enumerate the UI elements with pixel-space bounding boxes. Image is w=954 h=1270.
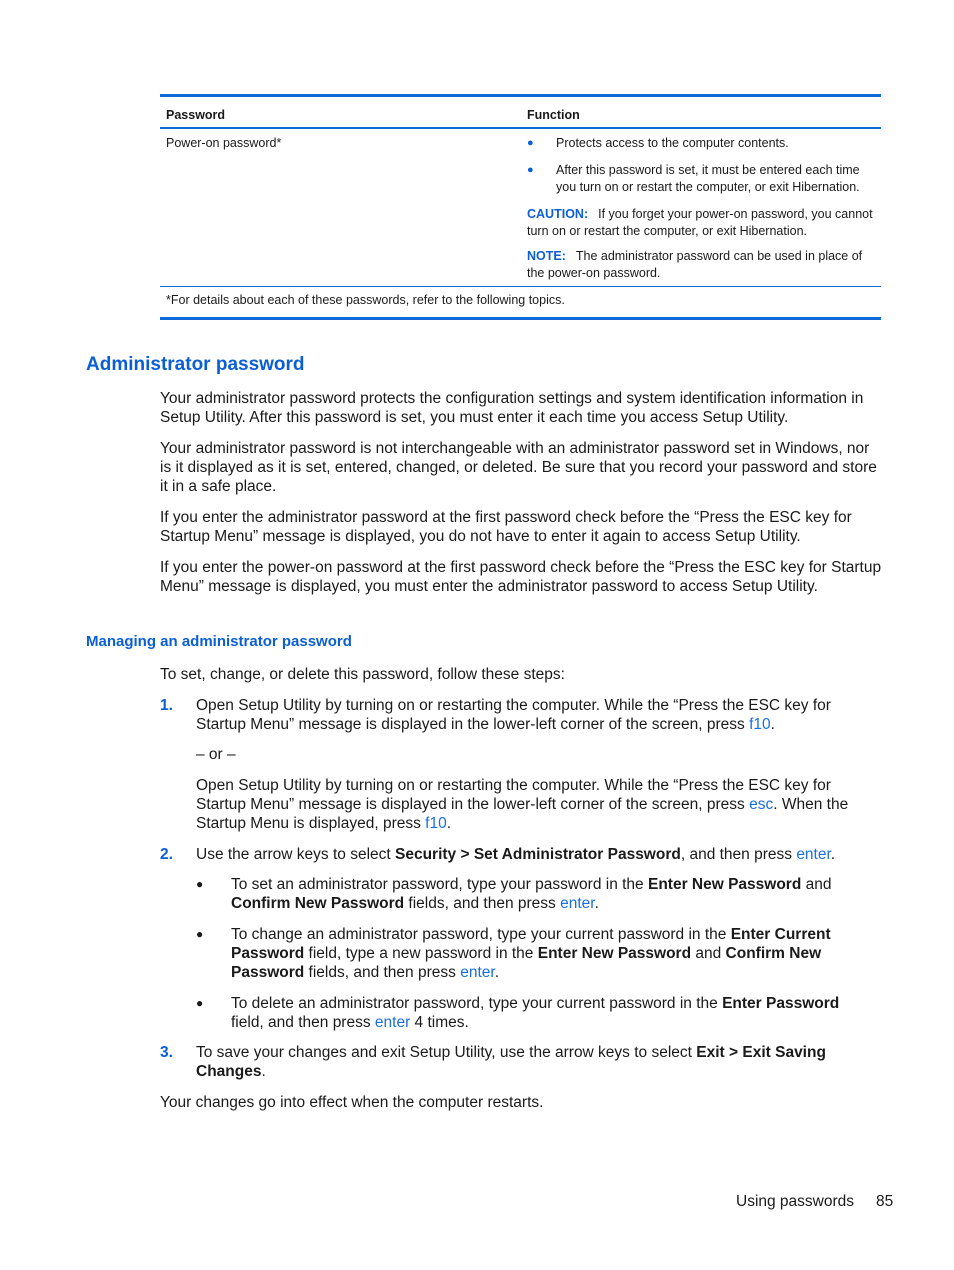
footer-label: Using passwords bbox=[736, 1193, 855, 1210]
step-3: 3. To save your changes and exit Setup Utility, use the arrow keys to select Exit > Exit Saving Changes. bbox=[160, 1044, 826, 1081]
note-label: NOTE: bbox=[527, 249, 566, 263]
table-footnote: *For details about each of these passwords, refer to the following topics. bbox=[166, 293, 565, 307]
bullet-dot-icon: ● bbox=[196, 877, 204, 891]
list-item: ● To set an administrator password, type your password in the Enter New Password and Confirm New Password fields, and then press enter. bbox=[196, 876, 832, 913]
step-2: 2. Use the arrow keys to select Security > Set Administrator Password, and then press enter. bbox=[160, 846, 836, 863]
table-header-row bbox=[160, 97, 881, 127]
function-bullet: ● After this password is set, it must be entered each time you turn on or restart the computer, or exit Hibernation. bbox=[527, 163, 860, 194]
key-enter: enter bbox=[374, 1014, 411, 1032]
list-item: ● To change an administrator password, type your current password in the Enter Current Password field, type a new password in the Enter New Password and Confirm New Password fields, and then press enter. bbox=[196, 926, 831, 982]
step-number: 1. bbox=[160, 697, 173, 714]
note-text: The administrator password can be used in place of the power-on password. bbox=[527, 249, 863, 280]
paragraph: If you enter the power-on password at the first password check before the “Press the ESC key for Startup Menu” message is displayed, you must enter the administrator password to access Setup Utility. bbox=[160, 559, 882, 596]
bullet-dot-icon: ● bbox=[527, 164, 534, 176]
subsection-title: Managing an administrator password bbox=[86, 633, 352, 650]
row-password-name: Power-on password* bbox=[166, 136, 282, 150]
step-number: 2. bbox=[160, 846, 173, 863]
or-separator: – or – bbox=[196, 746, 236, 764]
page-footer bbox=[736, 1193, 893, 1211]
caution-note bbox=[527, 206, 877, 240]
key-enter: enter bbox=[796, 846, 831, 863]
table-row bbox=[160, 129, 881, 286]
paragraph: Your administrator password is not interchangeable with an administrator password set in Windows, nor is it displayed as it is set, entered, changed, or deleted. Be sure that you record your password and store it in a safe place. bbox=[160, 440, 877, 496]
key-f10: f10 bbox=[425, 815, 447, 833]
list-item: ● To delete an administrator password, type your current password in the Enter Password field, and then press enter 4 times. bbox=[196, 995, 840, 1032]
step-1: 1. Open Setup Utility by turning on or restarting the computer. While the “Press the ESC key for Startup Menu” message is displayed in the lower-left corner of the screen, press f10. – or – Open Setup Utility by turning on or restarting the computer. While the “Press the ESC key for Startup Menu” message is displayed in the lower-left corner of the screen, press esc. When the Startup Menu is displayed, press f10. bbox=[160, 696, 882, 833]
page-number: 85 bbox=[876, 1193, 894, 1210]
bullet-dot-icon: ● bbox=[527, 137, 534, 149]
note bbox=[527, 248, 877, 282]
key-esc: esc bbox=[749, 795, 774, 813]
section-title: Administrator password bbox=[86, 354, 305, 375]
function-bullet: ● Protects access to the computer contents. bbox=[527, 136, 789, 150]
key-f10: f10 bbox=[749, 716, 771, 734]
caution-text: If you forget your power-on password, you cannot turn on or restart the computer, or exit Hibernation. bbox=[527, 207, 873, 238]
table-bottom-rule bbox=[160, 317, 881, 320]
step-number: 3. bbox=[160, 1044, 173, 1061]
intro-text: To set, change, or delete this password, follow these steps: bbox=[160, 666, 565, 683]
row-function-cell bbox=[527, 135, 877, 290]
closing-text: Your changes go into effect when the computer restarts. bbox=[160, 1094, 544, 1111]
key-enter: enter bbox=[560, 895, 595, 913]
bullet-dot-icon: ● bbox=[196, 996, 204, 1010]
paragraph: Your administrator password protects the configuration settings and system identification information in Setup Utility. After this password is set, you must enter it each time you access Setup Utility. bbox=[160, 390, 864, 427]
header-password: Password bbox=[166, 108, 226, 122]
key-enter: enter bbox=[460, 964, 495, 982]
paragraph: If you enter the administrator password at the first password check before the “Press the ESC key for Startup Menu” message is displayed, you do not have to enter it again to access Setup Utility. bbox=[160, 509, 852, 546]
header-function: Function bbox=[527, 108, 580, 122]
caution-label: CAUTION: bbox=[527, 207, 589, 221]
password-table bbox=[160, 94, 881, 320]
bullet-dot-icon: ● bbox=[196, 927, 204, 941]
